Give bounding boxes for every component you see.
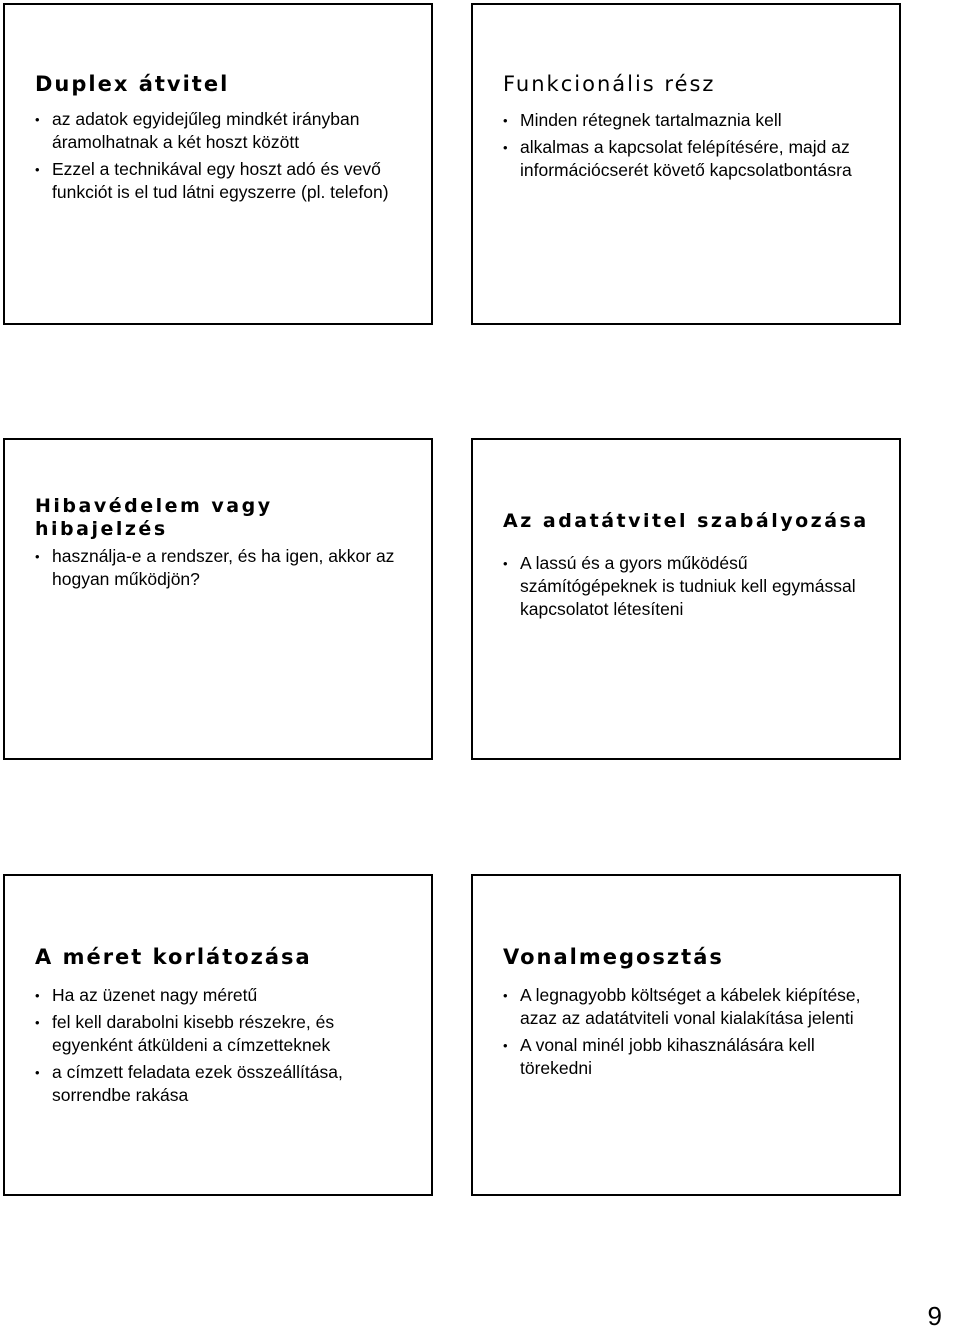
bullet-list (35, 108, 401, 204)
slide-adatatvitel-szabalyozasa (471, 438, 901, 760)
page-number: 9 (927, 1301, 942, 1331)
bullet-icon: • (503, 988, 508, 1003)
bullet-text: fel kell darabolni kisebb részekre, és egyenként átküldeni a címzetteknek (52, 1012, 335, 1055)
bullet-item (35, 158, 401, 204)
slide-meret-korlatozasa (3, 874, 433, 1196)
bullet-item (503, 109, 869, 132)
bullet-item (503, 552, 869, 621)
bullet-item (503, 984, 869, 1030)
bullet-text: Ezzel a technikával egy hoszt adó és vevő funkciót is el tud látni egyszerre (pl. telefon) (52, 159, 389, 202)
slide-title: Az adatátvitel szabályozása (503, 510, 869, 532)
bullet-icon: • (35, 162, 40, 177)
bullet-list (503, 984, 869, 1080)
slide-hibavedelem (3, 438, 433, 760)
slide-title: Funkcionális rész (503, 72, 716, 96)
bullet-text: A legnagyobb költséget a kábelek kiépítése, azaz az adatátviteli vonal kialakítása jelenti (520, 985, 861, 1028)
bullet-icon: • (35, 1015, 40, 1030)
bullet-item (503, 1034, 869, 1080)
bullet-list (503, 552, 869, 621)
bullet-text: Ha az üzenet nagy méretű (52, 985, 258, 1005)
bullet-icon: • (35, 1065, 40, 1080)
bullet-item (35, 984, 401, 1007)
slide-title: Vonalmegosztás (503, 945, 724, 969)
bullet-text: alkalmas a kapcsolat felépítésére, majd az információcserét követő kapcsolatbontásra (520, 137, 852, 180)
bullet-text: A lassú és a gyors működésű számítógépeknek is tudniuk kell egymással kapcsolatot létesíteni (520, 553, 856, 619)
bullet-icon: • (503, 1038, 508, 1053)
bullet-icon: • (503, 556, 508, 571)
slide-title: A méret korlátozása (35, 945, 312, 969)
slide-title: Hibavédelem vagy hibajelzés (35, 495, 273, 540)
slide-funkcionalis-resz (471, 3, 901, 325)
slide-duplex-atvitel (3, 3, 433, 325)
bullet-text: Minden rétegnek tartalmaznia kell (520, 110, 782, 130)
bullet-list (503, 109, 869, 182)
slide-title: Duplex átvitel (35, 72, 230, 96)
bullet-text: használja-e a rendszer, és ha igen, akkor az hogyan működjön? (52, 546, 395, 589)
bullet-icon: • (35, 549, 40, 564)
bullet-icon: • (503, 113, 508, 128)
bullet-text: az adatok egyidejűleg mindkét irányban áramolhatnak a két hoszt között (52, 109, 360, 152)
bullet-icon: • (35, 112, 40, 127)
bullet-text: A vonal minél jobb kihasználására kell törekedni (520, 1035, 815, 1078)
bullet-item (35, 545, 401, 591)
bullet-icon: • (35, 988, 40, 1003)
bullet-text: a címzett feladata ezek összeállítása, sorrendbe rakása (52, 1062, 343, 1105)
bullet-item (503, 136, 869, 182)
bullet-item (35, 1011, 401, 1057)
slide-vonalmegosztas (471, 874, 901, 1196)
bullet-item (35, 1061, 401, 1107)
bullet-item (35, 108, 401, 154)
bullet-list (35, 984, 401, 1107)
bullet-list (35, 545, 401, 591)
bullet-icon: • (503, 140, 508, 155)
